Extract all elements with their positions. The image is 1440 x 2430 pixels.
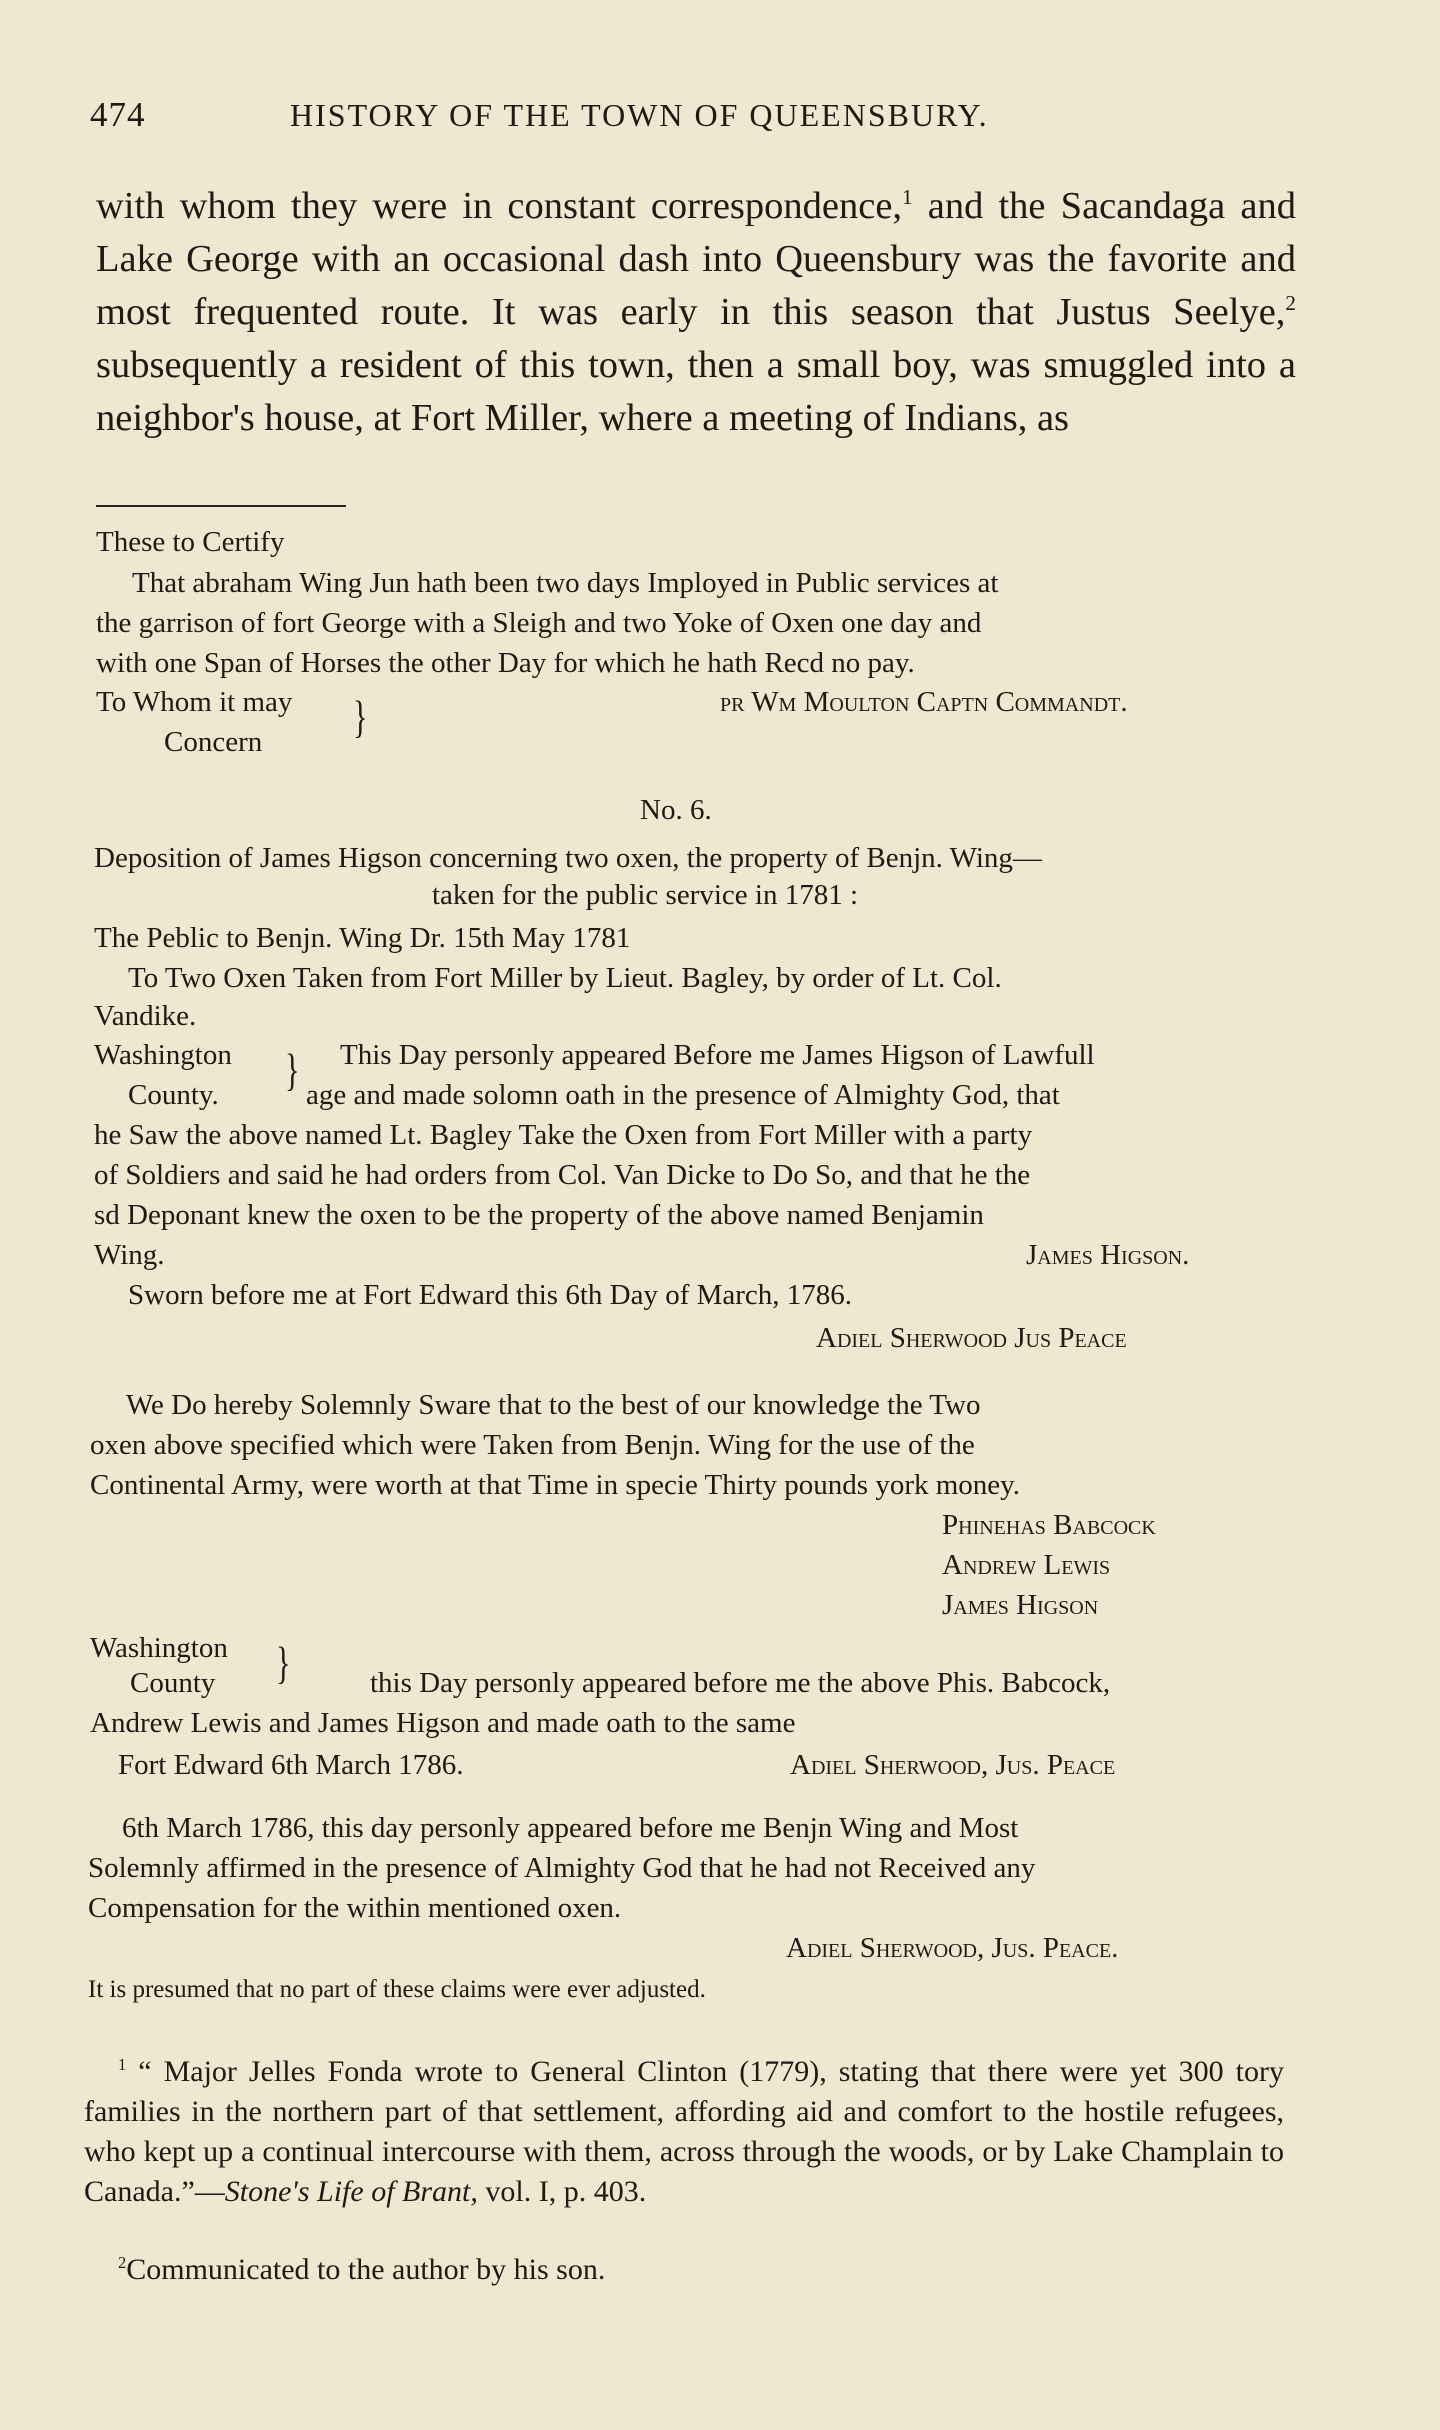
main-text-part1: with whom they were in constant correspondence, (96, 185, 903, 227)
venue-label: Washington (90, 1632, 228, 1664)
affirmation-line: 6th March 1786, this day personly appeared before me Benjn Wing and Most (122, 1812, 1019, 1844)
account-line: Vandike. (94, 1000, 197, 1032)
section-heading: No. 6. (640, 794, 712, 826)
running-title: HISTORY OF THE TOWN OF QUEENSBURY. (290, 97, 989, 133)
certificate-line: with one Span of Horses the other Day for which he hath Recd no pay. (96, 647, 915, 679)
deposition-line: he Saw the above named Lt. Bagley Take the Oxen from Fort Miller with a party (94, 1119, 1033, 1151)
account-line: To Two Oxen Taken from Fort Miller by Lieut. Bagley, by order of Lt. Col. (128, 962, 1002, 994)
main-text-part2: and the Sacandaga and Lake George with an occasional dash into Queensbury was the favorite and most frequented route. It was early in this season that Justus Seelye, (96, 185, 1296, 333)
affirmation-line: Solemnly affirmed in the presence of Almighty God that he had not Received any (88, 1852, 1036, 1884)
oath-signature: Phinehas Babcock (942, 1509, 1156, 1541)
sworn-line: Sworn before me at Fort Edward this 6th Day of March, 1786. (128, 1279, 853, 1311)
certificate-to-whom: To Whom it may (96, 686, 293, 718)
certificate-signature: pr Wm Moulton Captn Commandt. (720, 686, 1128, 718)
deposition-title: Deposition of James Higson concerning two oxen, the property of Benjn. Wing— (94, 842, 1042, 874)
affirmation-line: Compensation for the within mentioned oxen. (88, 1892, 622, 1924)
oath-signature: James Higson (942, 1589, 1099, 1621)
venue-label: County (130, 1667, 216, 1699)
justice-signature: Adiel Sherwood, Jus. Peace. (786, 1932, 1119, 1964)
venue-label: County. (128, 1079, 219, 1111)
deponent-signature: James Higson. (1026, 1239, 1190, 1271)
certificate-line: That abraham Wing Jun hath been two days Imployed in Public services at (132, 567, 999, 599)
oath-line: We Do hereby Solemnly Sware that to the best of our knowledge the Two (126, 1389, 981, 1421)
deposition-line: Wing. (94, 1239, 165, 1271)
main-text-part3: subsequently a resident of this town, then a small boy, was smuggled into a neighbor's house, at Fort Miller, where a meeting of Indians, as (96, 344, 1296, 439)
jurat-place-date: Fort Edward 6th March 1786. (118, 1749, 464, 1781)
account-line: The Peblic to Benjn. Wing Dr. 15th May 1781 (94, 922, 631, 954)
footnote-ref-1: 1 (902, 185, 913, 210)
oath-line: Continental Army, were worth at that Time in specie Thirty pounds york money. (90, 1469, 1021, 1501)
footnote-2-text: Communicated to the author by his son. (126, 2253, 606, 2286)
oath-line: oxen above specified which were Taken from Benjn. Wing for the use of the (90, 1429, 975, 1461)
footnote-1-source: Stone's Life of Brant, (224, 2175, 478, 2208)
deposition-line: age and made solomn oath in the presence of Almighty God, that (306, 1079, 1060, 1111)
venue-label: Washington (94, 1039, 232, 1071)
deposition-title: taken for the public service in 1781 : (432, 879, 859, 911)
main-paragraph (96, 180, 1296, 445)
brace-icon: } (353, 693, 368, 743)
jurat-line: this Day personly appeared before me the above Phis. Babcock, (370, 1667, 1111, 1699)
certificate-heading: These to Certify (96, 526, 285, 558)
brace-icon: } (285, 1046, 300, 1096)
justice-signature: Adiel Sherwood Jus Peace (816, 1322, 1127, 1354)
footnote-2 (84, 2250, 1284, 2290)
justice-signature: Adiel Sherwood, Jus. Peace (790, 1749, 1116, 1781)
footnote-mark-2: 2 (118, 2253, 127, 2272)
page-number: 474 (90, 95, 146, 134)
footnote-1-text: “ Major Jelles Fonda wrote to General Clinton (1779), stating that there were yet 300 tory families in the northern part of that settlement, affording aid and comfort to the hostile refugees, who kept up a continual intercourse with them, across through the woods, or by Lake Champlain to Canada.”— (84, 2055, 1284, 2208)
deposition-line: sd Deponant knew the oxen to be the property of the above named Benjamin (94, 1199, 984, 1231)
certificate-concern: Concern (164, 726, 263, 758)
deposition-line: of Soldiers and said he had orders from Col. Van Dicke to Do So, and that he the (94, 1159, 1031, 1191)
closing-note: It is presumed that no part of these claims were ever adjusted. (88, 1976, 706, 2003)
footnote-divider (96, 505, 346, 507)
footnote-mark-1: 1 (118, 2055, 127, 2074)
footnote-ref-2: 2 (1285, 291, 1296, 316)
jurat-line: Andrew Lewis and James Higson and made oath to the same (90, 1707, 796, 1739)
deposition-line: This Day personly appeared Before me James Higson of Lawfull (340, 1039, 1095, 1071)
oath-signature: Andrew Lewis (942, 1549, 1111, 1581)
brace-icon: } (276, 1639, 291, 1689)
footnote-1-cite: vol. I, p. 403. (477, 2175, 647, 2208)
certificate-line: the garrison of fort George with a Sleigh and two Yoke of Oxen one day and (96, 607, 982, 639)
footnote-1 (84, 2052, 1284, 2212)
running-header (90, 95, 1290, 145)
